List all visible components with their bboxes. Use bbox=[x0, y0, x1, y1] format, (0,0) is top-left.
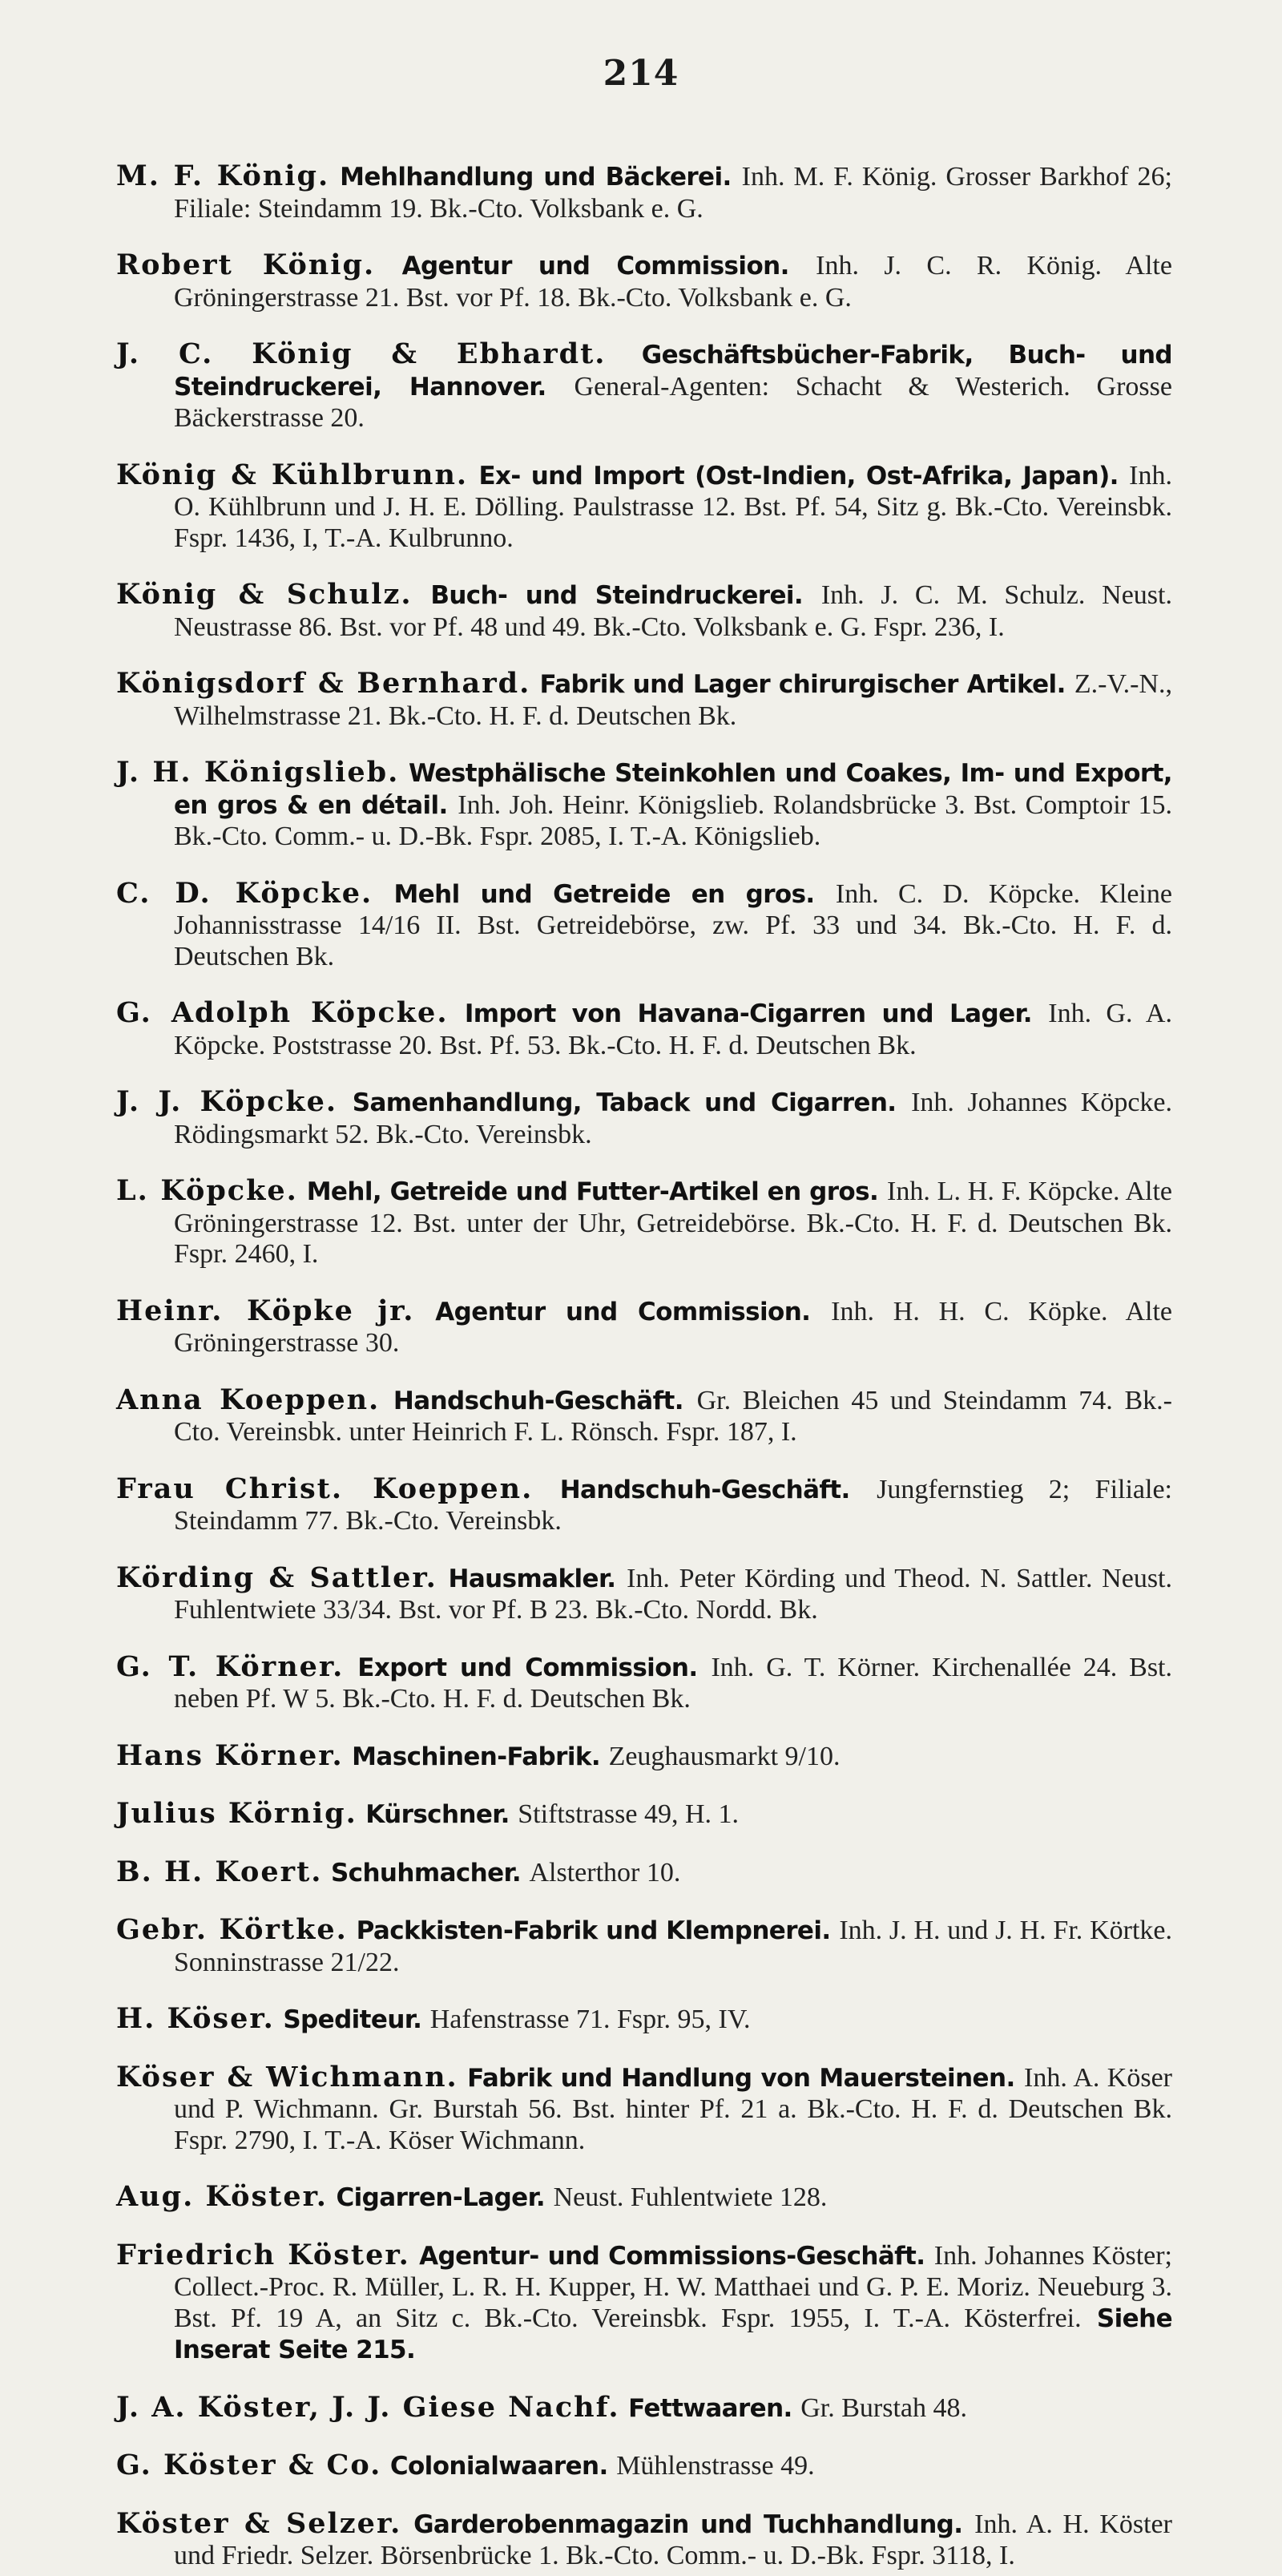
entry-trade: Westphälische Steinkohlen und Coakes, Im- und Export, en gros & en détail. bbox=[174, 759, 1172, 820]
directory-entry bbox=[116, 2062, 1172, 2156]
entry-trade: Handschuh-Geschäft. bbox=[393, 1386, 683, 1415]
entry-trade: Mehl, Getreide und Futter-Artikel en gros. bbox=[306, 1177, 879, 1206]
entry-trade: Maschinen-Fabrik. bbox=[352, 1742, 601, 1771]
directory-entry bbox=[116, 339, 1172, 434]
directory-entry bbox=[116, 2182, 1172, 2214]
entry-details: Inh. Peter Körding und Theod. N. Sattler. Neust. Fuhlentwiete 33/34. Bst. vor Pf. B 23. Bk.-Cto. Nordd. Bk. bbox=[174, 1563, 1172, 1625]
entry-name: Hans Körner. bbox=[116, 1738, 344, 1772]
directory-entry bbox=[116, 250, 1172, 313]
entry-name: H. Köser. bbox=[116, 2002, 275, 2035]
entry-trade: Fabrik und Lager chirurgischer Artikel. bbox=[539, 670, 1066, 699]
entry-details: Z.-V.-N., Wilhelmstrasse 21. Bk.-Cto. H. F. d. Deutschen Bk. bbox=[174, 669, 1172, 731]
entry-name: C. D. Köpcke. bbox=[116, 876, 373, 910]
entry-details: Inh. J. C. M. Schulz. Neust. Neustrasse 86. Bst. vor Pf. 48 und 49. Bk.-Cto. Volksbank e. G. Fspr. 236, I. bbox=[174, 580, 1172, 642]
entry-details: Inh. Johannes Köpcke. Rödingsmarkt 52. Bk.-Cto. Vereinsbk. bbox=[174, 1088, 1173, 1149]
directory-entry bbox=[116, 161, 1172, 224]
entry-name: J. A. Köster, J. J. Giese Nachf. bbox=[116, 2390, 620, 2424]
page-number: 214 bbox=[603, 53, 679, 94]
entry-name: Köster & Selzer. bbox=[116, 2506, 402, 2540]
entry-details: Inh. Joh. Heinr. Königslieb. Rolandsbrücke 3. Bst. Comptoir 15. Bk.-Cto. Comm.- u. D.-Bk. Fspr. 2085, I. T.-A. Königslieb. bbox=[174, 789, 1173, 851]
entry-trade: Schuhmacher. bbox=[330, 1858, 521, 1888]
entry-details: Gr. Burstah 48. bbox=[800, 2392, 968, 2423]
entry-details: Stiftstrasse 49, H. 1. bbox=[518, 1799, 740, 1829]
entry-details: Gr. Bleichen 45 und Steindamm 74. Bk.-Cto. Vereinsbk. unter Heinrich F. L. Rönsch. Fspr. 187, I. bbox=[174, 1385, 1172, 1447]
entry-name: Aug. Köster. bbox=[116, 2180, 328, 2213]
directory-entry bbox=[116, 1915, 1172, 1977]
entry-trade: Packkisten-Fabrik und Klempnerei. bbox=[356, 1916, 831, 1945]
entry-details: Inh. M. F. König. Grosser Barkhof 26; Filiale: Steindamm 19. Bk.-Cto. Volksbank e. G. bbox=[174, 162, 1172, 224]
directory-entry bbox=[116, 2450, 1172, 2482]
entry-trade: Samenhandlung, Taback und Cigarren. bbox=[352, 1088, 897, 1117]
directory-entry bbox=[116, 1857, 1172, 1889]
entry-details: Zeughausmarkt 9/10. bbox=[608, 1741, 841, 1771]
entry-details: Inh. H. H. C. Köpke. Alte Gröningerstrasse 30. bbox=[174, 1296, 1172, 1358]
directory-entry bbox=[116, 1087, 1172, 1149]
directory-entry bbox=[116, 1385, 1172, 1447]
directory-entry bbox=[116, 998, 1172, 1060]
entry-details: Inh. A. H. Köster und Friedr. Selzer. Börsenbrücke 1. Bk.-Cto. Comm.- u. D.-Bk. Fspr. 3118, I. bbox=[174, 2509, 1172, 2570]
entry-name: G. T. Körner. bbox=[116, 1649, 345, 1683]
entry-name: Gebr. Körtke. bbox=[116, 1913, 348, 1946]
entry-trade: Cigarren-Lager. bbox=[336, 2183, 546, 2212]
entry-name: J. C. König & Ebhardt. bbox=[116, 337, 607, 370]
entry-name: G. Adolph Köpcke. bbox=[116, 996, 449, 1029]
entry-details: General-Agenten: Schacht & Westerich. Grosse Bäckerstrasse 20. bbox=[174, 371, 1172, 433]
entry-trade: Handschuh-Geschäft. bbox=[559, 1475, 850, 1504]
entry-name: Heinr. Köpke jr. bbox=[116, 1294, 415, 1327]
entry-details: Inh. C. D. Köpcke. Kleine Johannisstrasse 14/16 II. Bst. Getreidebörse, zw. Pf. 33 und 34. Bk.-Cto. H. F. d. Deutschen Bk. bbox=[174, 878, 1172, 971]
entry-name: Köser & Wichmann. bbox=[116, 2060, 458, 2094]
entry-trade: Fabrik und Handlung von Mauersteinen. bbox=[467, 2063, 1015, 2093]
entry-trade: Export und Commission. bbox=[357, 1653, 698, 1682]
entry-trade: Agentur und Commission. bbox=[401, 252, 789, 281]
directory-entry bbox=[116, 1474, 1172, 1536]
entry-trade: Kürschner. bbox=[365, 1800, 510, 1829]
directory-entry bbox=[116, 1296, 1172, 1359]
entry-name: G. Köster & Co. bbox=[116, 2449, 382, 2481]
directory-entry bbox=[116, 1176, 1172, 1270]
entry-trade: Import von Havana-Cigarren und Lager. bbox=[464, 999, 1032, 1028]
entry-details: Inh. G. A. Köpcke. Poststrasse 20. Bst. Pf. 53. Bk.-Cto. H. F. d. Deutschen Bk. bbox=[174, 999, 1172, 1060]
entry-trade: Spediteur. bbox=[283, 2005, 422, 2034]
entry-trade: Hausmakler. bbox=[448, 1564, 616, 1593]
entry-name: J. J. Köpcke. bbox=[116, 1085, 338, 1118]
entry-name: Königsdorf & Bernhard. bbox=[116, 667, 531, 700]
entry-name: Frau Christ. Koeppen. bbox=[116, 1472, 534, 1505]
directory-entry bbox=[116, 1563, 1172, 1625]
entry-name: Julius Körnig. bbox=[116, 1797, 357, 1830]
entry-trade: Mehlhandlung und Bäckerei. bbox=[340, 163, 732, 192]
directory-entry bbox=[116, 2506, 1172, 2571]
entry-name: M. F. König. bbox=[116, 159, 330, 192]
directory-entry bbox=[116, 757, 1172, 852]
entry-name: Robert König. bbox=[116, 248, 376, 281]
entry-details: Inh. L. H. F. Köpcke. Alte Gröningerstrasse 12. Bst. unter der Uhr, Getreidebörse. Bk.-Cto. H. F. d. Deutschen Bk. Fspr. 2460, I. bbox=[174, 1177, 1173, 1269]
entry-details: Alsterthor 10. bbox=[529, 1857, 681, 1888]
entry-name: B. H. Koert. bbox=[116, 1855, 323, 1888]
directory-entry bbox=[116, 1738, 1172, 1773]
entry-trade: Fettwaaren. bbox=[628, 2393, 792, 2423]
entry-details: Inh. O. Kühlbrunn und J. H. E. Dölling. Paulstrasse 12. Bst. Pf. 54, Sitz g. Bk.-Cto. Vereinsbk. Fspr. 1436, I, T.-A. Kulbrunno. bbox=[174, 460, 1172, 553]
entry-name: Friedrich Köster. bbox=[116, 2238, 410, 2271]
entry-trade: Mehl und Getreide en gros. bbox=[393, 879, 815, 909]
entry-details: Inh. Johannes Köster; Collect.-Proc. R. Müller, L. R. H. Kupper, H. W. Matthaei und G. P. E. Moriz. Neueburg 3. Bst. Pf. 19 A, an Sitz c. Bk.-Cto. Vereinsbk. Fspr. 1955, I. T.-A. Kösterfrei. bbox=[174, 2240, 1172, 2333]
entry-trade: Ex- und Import (Ost-Indien, Ost-Afrika, Japan). bbox=[478, 461, 1119, 491]
entry-name: König & Schulz. bbox=[116, 578, 413, 611]
entry-trade: Buch- und Steindruckerei. bbox=[430, 581, 804, 610]
entry-trade: Agentur- und Commissions-Geschäft. bbox=[419, 2241, 925, 2271]
entry-name: König & Kühlbrunn. bbox=[116, 458, 469, 491]
directory-entry bbox=[116, 668, 1172, 731]
entry-name: L. Köpcke. bbox=[116, 1174, 298, 1207]
entry-details: Inh. J. H. und J. H. Fr. Körtke. Sonninstrasse 21/22. bbox=[174, 1916, 1172, 1977]
entry-name: J. H. Königslieb. bbox=[116, 756, 400, 789]
directory-entry bbox=[116, 878, 1172, 972]
entry-trade: Agentur und Commission. bbox=[435, 1297, 811, 1326]
entry-details: Inh. A. Köser und P. Wichmann. Gr. Burstah 56. Bst. hinter Pf. 21 a. Bk.-Cto. H. F. d. Deutschen Bk. Fspr. 2790, I. T.-A. Köser Wichmann. bbox=[174, 2062, 1172, 2155]
directory-entry bbox=[116, 2392, 1172, 2425]
directory-entry bbox=[116, 579, 1172, 642]
entry-details: Jungfernstieg 2; Filiale: Steindamm 77. Bk.-Cto. Vereinsbk. bbox=[174, 1474, 1172, 1536]
entry-name: Körding & Sattler. bbox=[116, 1561, 437, 1594]
directory-entry bbox=[116, 460, 1172, 554]
entry-details: Neust. Fuhlentwiete 128. bbox=[553, 2182, 828, 2212]
directory-entry bbox=[116, 1799, 1172, 1831]
directory-entry bbox=[116, 2240, 1172, 2366]
entry-name: Anna Koeppen. bbox=[116, 1383, 381, 1416]
directory-entries bbox=[116, 135, 1172, 2576]
entry-details: Inh. J. C. R. König. Alte Gröningerstrasse 21. Bst. vor Pf. 18. Bk.-Cto. Volksbank e. G. bbox=[174, 251, 1172, 313]
entry-details: Hafenstrasse 71. Fspr. 95, IV. bbox=[429, 2005, 751, 2034]
advertisement-reference: Siehe Inserat Seite 215. bbox=[174, 2303, 1172, 2364]
entry-details: Mühlenstrasse 49. bbox=[616, 2451, 815, 2481]
entry-trade: Garderobenmagazin und Tuchhandlung. bbox=[413, 2509, 963, 2539]
directory-entry bbox=[116, 1649, 1172, 1714]
entry-trade: Colonialwaaren. bbox=[389, 2452, 608, 2481]
directory-entry bbox=[116, 2004, 1172, 2036]
entry-details: Inh. G. T. Körner. Kirchenallée 24. Bst. neben Pf. W 5. Bk.-Cto. H. F. d. Deutschen Bk. bbox=[174, 1652, 1172, 1714]
entry-trade: Geschäftsbücher-Fabrik, Buch- und Steindruckerei, Hannover. bbox=[174, 341, 1173, 402]
